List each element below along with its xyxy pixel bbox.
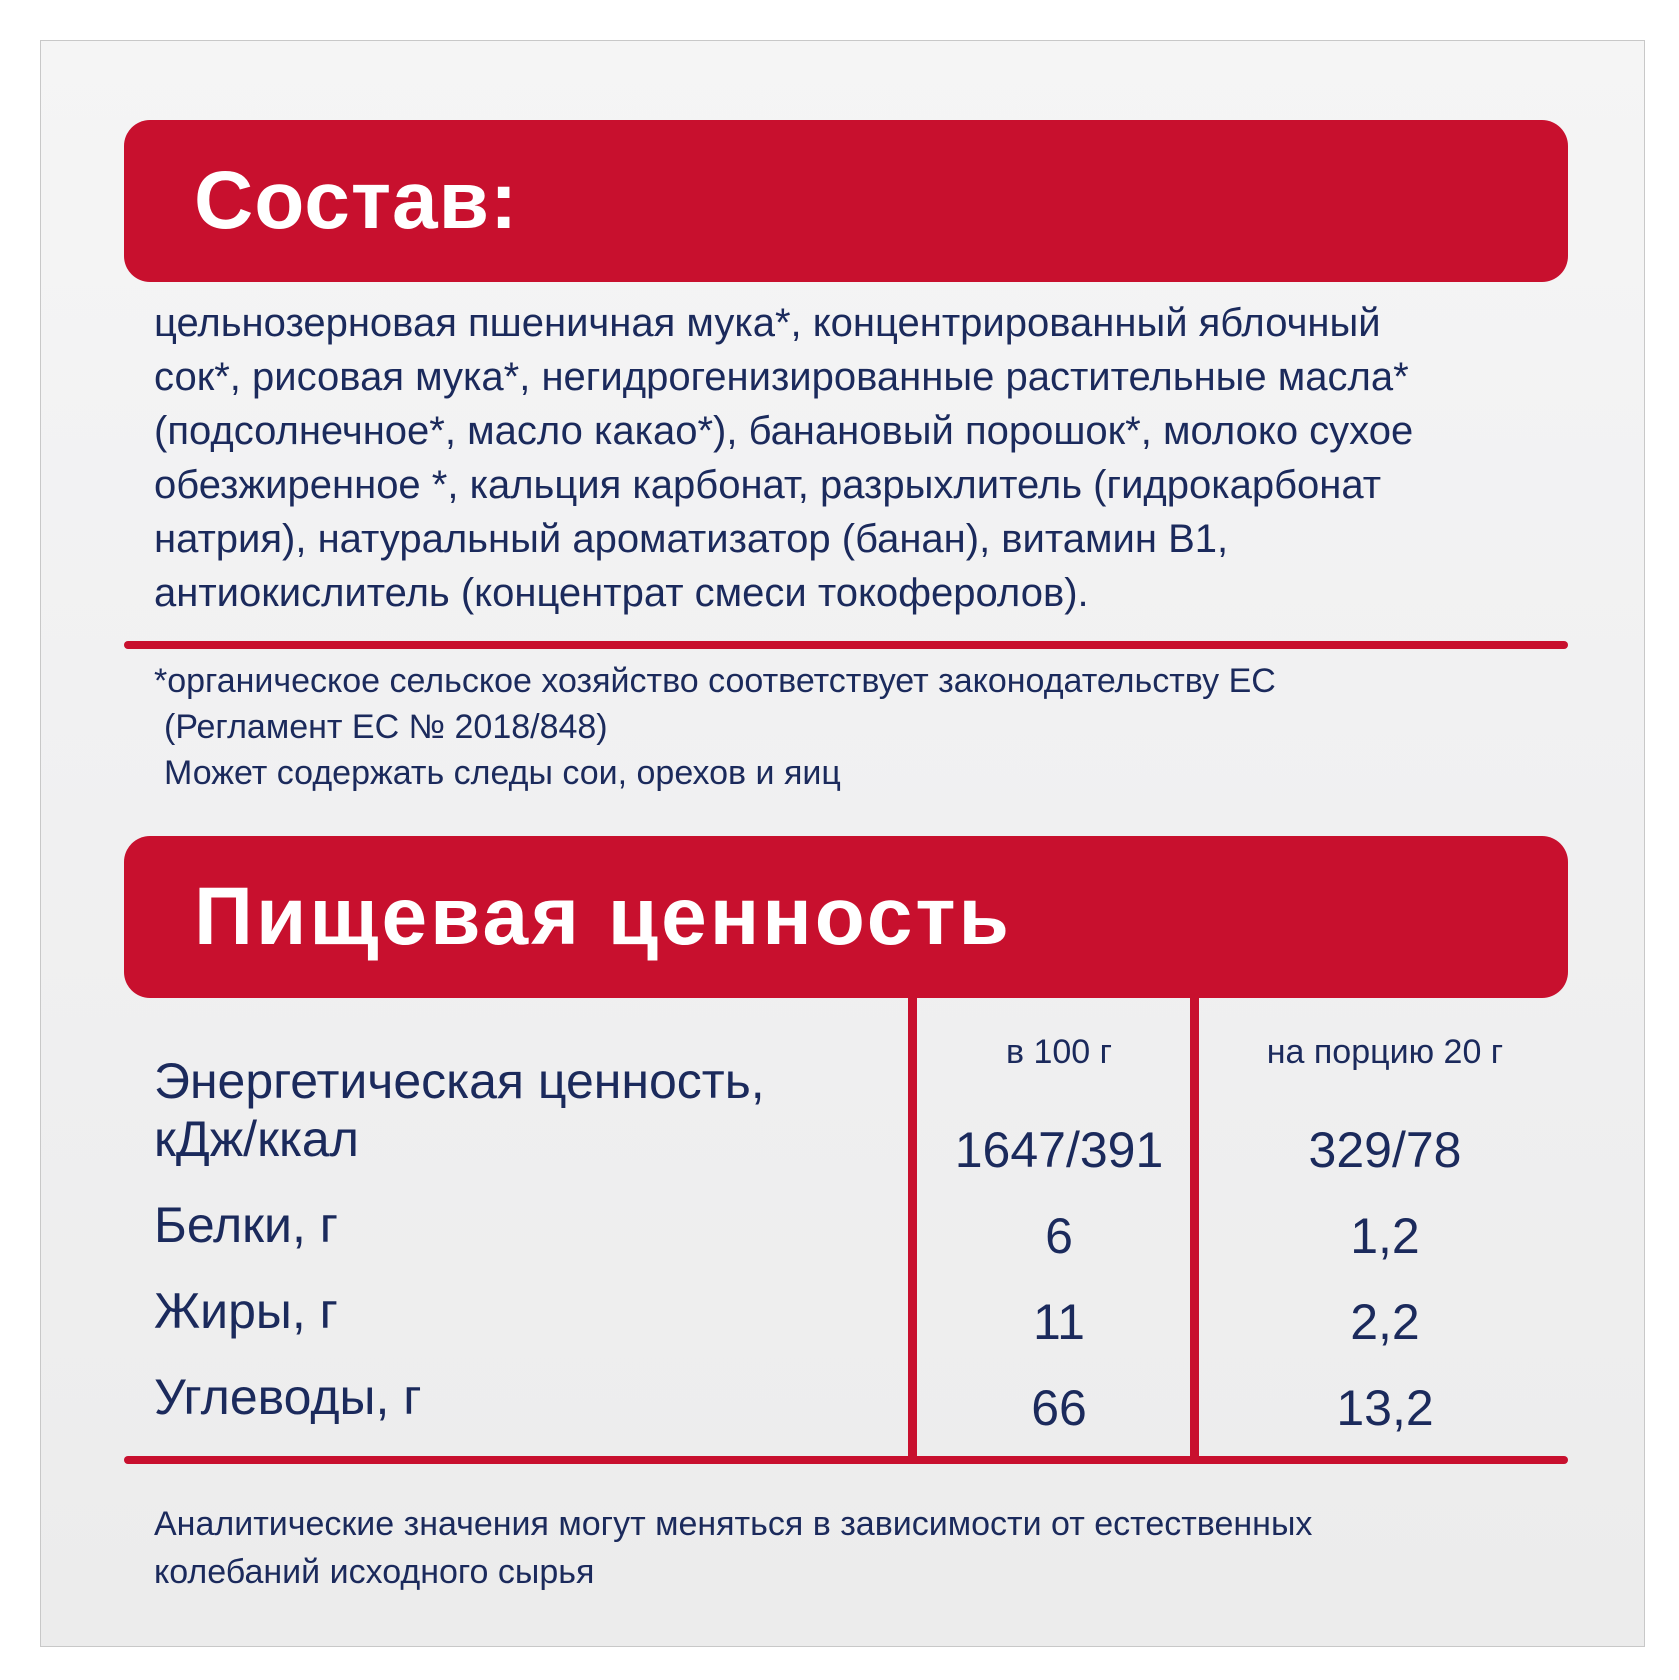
row-label-line: Белки, г: [154, 1197, 338, 1253]
ingredients-text: [154, 296, 1574, 620]
cell-energy-per100: 1647/391: [954, 1122, 1164, 1178]
ingredient-line: цельнозерновая пшеничная мука*, концентрированный яблочный: [154, 301, 1381, 345]
cell-protein-per100: 6: [1045, 1208, 1073, 1264]
column-header-per100: в 100 г: [1005, 1033, 1113, 1071]
nutrition-title: Пищевая ценность: [194, 871, 1012, 962]
cell-fat-per-portion: 2,2: [1350, 1294, 1420, 1350]
ingredient-line: сок*, рисовая мука*, негидрогенизированные растительные масла*: [154, 355, 1409, 399]
row-label-line: Жиры, г: [154, 1283, 338, 1339]
footnote-line: Может содержать следы сои, орехов и яиц: [164, 754, 841, 792]
cell-protein-per-portion: 1,2: [1350, 1208, 1420, 1264]
analytic-note: [154, 1500, 1574, 1596]
composition-divider: [124, 641, 1568, 649]
row-label-line: кДж/ккал: [154, 1111, 359, 1167]
ingredient-line: натрия), натуральный ароматизатор (банан), витамин В1,: [154, 517, 1229, 561]
row-label-fat: [154, 1282, 338, 1340]
row-label-line: Углеводы, г: [154, 1369, 422, 1425]
row-label-protein: [154, 1196, 338, 1254]
nutrition-divider: [124, 1456, 1568, 1464]
column-header-per-portion: на порцию 20 г: [1266, 1033, 1504, 1071]
table-divider-1: [908, 998, 917, 1460]
cell-fat-per100: 11: [1033, 1294, 1085, 1350]
ingredient-line: обезжиренное *, кальция карбонат, разрыхлитель (гидрокарбонат: [154, 463, 1382, 507]
ingredient-line: (подсолнечное*, масло какао*), банановый порошок*, молоко сухое: [154, 409, 1414, 453]
composition-footnote: [154, 658, 1574, 796]
row-label-line: Энергетическая ценность,: [154, 1053, 765, 1109]
cell-energy-per-portion: 329/78: [1308, 1122, 1462, 1178]
composition-banner: [124, 120, 1568, 282]
cell-carbohydrates-per100: 66: [1031, 1380, 1087, 1436]
analytic-note-line: Аналитические значения могут меняться в зависимости от естественных: [154, 1505, 1313, 1543]
footnote-line: (Регламент ЕС № 2018/848): [164, 708, 608, 746]
analytic-note-line: колебаний исходного сырья: [154, 1553, 595, 1591]
row-label-carbohydrates: [154, 1368, 421, 1426]
ingredient-line: антиокислитель (концентрат смеси токоферолов).: [154, 571, 1089, 615]
composition-title: Состав:: [194, 155, 519, 246]
footnote-line: *органическое сельское хозяйство соответствует законодательству ЕС: [154, 662, 1276, 700]
row-label-energy: [154, 1052, 765, 1168]
cell-carbohydrates-per-portion: 13,2: [1336, 1380, 1434, 1436]
nutrition-banner: [124, 836, 1568, 998]
